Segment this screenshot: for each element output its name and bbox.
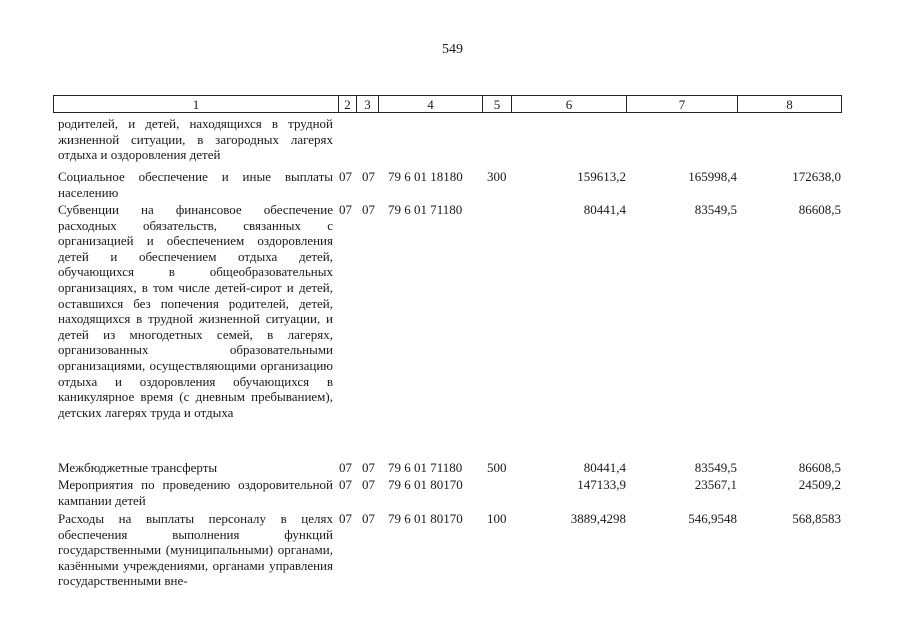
column-header-2: 2 — [338, 95, 357, 113]
row-target-code: 79 6 01 71180 — [388, 460, 463, 475]
row-value-col6: 159613,2 — [577, 169, 626, 184]
row-subsection: 07 — [362, 511, 375, 526]
column-header-1: 1 — [53, 95, 339, 113]
row-section: 07 — [339, 511, 352, 526]
column-header-6: 6 — [511, 95, 627, 113]
row-value-col8: 568,8583 — [792, 511, 841, 526]
row-value-col8: 24509,2 — [798, 477, 841, 492]
page-number: 549 — [442, 42, 463, 57]
column-header-7: 7 — [626, 95, 738, 113]
column-header-4: 4 — [378, 95, 483, 113]
column-header-8: 8 — [737, 95, 842, 113]
row-description: Социальное обеспечение и иные выплаты населению — [58, 169, 333, 200]
row-subsection: 07 — [362, 202, 375, 217]
row-target-code: 79 6 01 18180 — [388, 169, 463, 184]
column-header-3: 3 — [356, 95, 379, 113]
row-section: 07 — [339, 460, 352, 475]
row-value-col7: 83549,5 — [694, 460, 737, 475]
row-expense-type: 100 — [487, 511, 507, 526]
row-section: 07 — [339, 202, 352, 217]
row-target-code: 79 6 01 71180 — [388, 202, 463, 217]
row-value-col7: 23567,1 — [694, 477, 737, 492]
row-description: родителей, и детей, находящихся в трудной жизненной ситуации, в загородных лагерях отдыха и оздоровления детей — [58, 116, 333, 163]
row-subsection: 07 — [362, 477, 375, 492]
row-value-col8: 86608,5 — [798, 460, 841, 475]
row-value-col6: 3889,4298 — [570, 511, 626, 526]
row-section: 07 — [339, 477, 352, 492]
row-value-col6: 80441,4 — [583, 202, 626, 217]
row-value-col8: 172638,0 — [792, 169, 841, 184]
row-description: Субвенции на финансовое обеспечение расходных обязательств, связанных с организацией и обеспечением оздоровления детей и обеспечением отдыха детей, обучающихся в общеобразовательных организациях, в том числе детей-сирот и детей, оставшихся без попечения родителей, детей, находящихся в трудной жизненной ситуации, и детей из многодетных семей, в лагерях, организованных образовательными организациями, осуществляющими организацию отдыха и оздоровления обучающихся в каникулярное время (с дневным пребыванием), детских лагерях труда и отдыха — [58, 202, 333, 420]
row-description: Мероприятия по проведению оздоровительной кампании детей — [58, 477, 333, 508]
row-value-col6: 80441,4 — [583, 460, 626, 475]
row-section: 07 — [339, 169, 352, 184]
row-subsection: 07 — [362, 460, 375, 475]
row-target-code: 79 6 01 80170 — [388, 511, 463, 526]
row-value-col6: 147133,9 — [577, 477, 626, 492]
row-value-col7: 546,9548 — [688, 511, 737, 526]
row-expense-type: 500 — [487, 460, 507, 475]
row-expense-type: 300 — [487, 169, 507, 184]
row-description: Расходы на выплаты персоналу в целях обеспечения выполнения функций государственными (муниципальными) органами, казёнными учреждениями, органами управления государственными вне- — [58, 511, 333, 589]
row-value-col7: 83549,5 — [694, 202, 737, 217]
row-value-col7: 165998,4 — [688, 169, 737, 184]
row-value-col8: 86608,5 — [798, 202, 841, 217]
row-description: Межбюджетные трансферты — [58, 460, 218, 475]
row-target-code: 79 6 01 80170 — [388, 477, 463, 492]
row-subsection: 07 — [362, 169, 375, 184]
column-header-5: 5 — [482, 95, 512, 113]
